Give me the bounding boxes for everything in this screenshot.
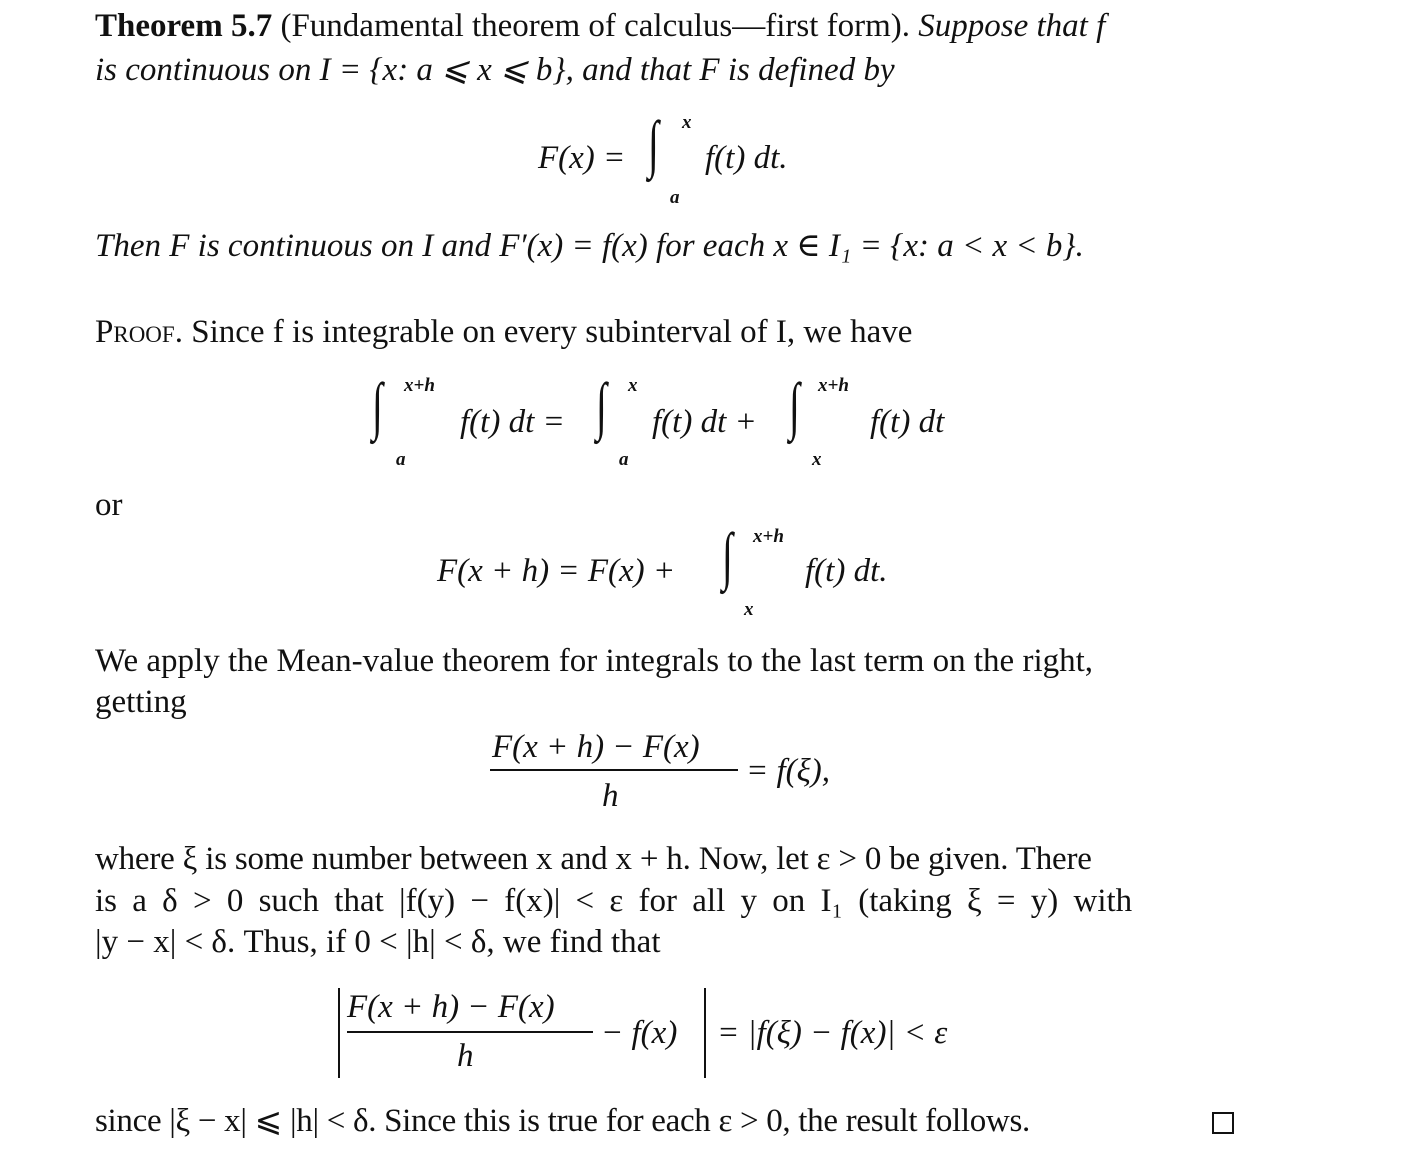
theorem-line-2: is continuous on I = {x: a ⩽ x ⩽ b}, and that F is defined by [95,52,895,88]
paragraph-3-line-1: where ξ is some number between x and x + h. Now, let ε > 0 be given. There [95,841,1092,877]
eq2-lhs: F(x + h) = F(x) + [437,553,676,589]
eq1-term-1: f(t) dt = [460,404,565,440]
fraction-bar [490,769,738,771]
eq2-upper: x+h [753,526,784,547]
eq4-denominator: h [457,1038,474,1074]
integral-sign: ∫ [372,370,383,441]
paragraph-2-text: We apply the Mean-value theorem for integrals to the last term on the right, [95,643,1094,679]
eq1-upper-2: x [628,375,638,396]
definition-lower-limit: a [670,187,680,208]
qed-square-icon [1212,1112,1234,1134]
theorem-line1-tail: Suppose that f [918,8,1106,44]
definition-upper-limit: x [682,112,692,133]
definition-lhs: F(x) = [538,140,626,176]
eq1-lower-3: x [812,449,822,470]
or-connector: or [95,487,123,523]
proof-line-1 [95,312,912,352]
eq1-upper-1: x+h [404,375,435,396]
integral-sign: ∫ [722,520,733,591]
theorem-title: (Fundamental theorem of calculus—first form). [280,8,911,44]
eq4-numerator: F(x + h) − F(x) [347,989,555,1025]
integral-sign: ∫ [596,370,607,441]
eq1-term-2: f(t) dt + [652,404,757,440]
final-line: since |ξ − x| ⩽ |h| < δ. Since this is true for each ε > 0, the result follows. [95,1103,1030,1139]
eq3-denominator: h [602,778,619,814]
eq1-upper-3: x+h [818,375,849,396]
theorem-conclusion: Then F is continuous on I and F′(x) = f(x) for each x ∈ I₁ = {x: a < x < b}. [95,228,1084,264]
paragraph-3-line-3: |y − x| < δ. Thus, if 0 < |h| < δ, we find that [95,924,661,960]
definition-integrand: f(t) dt. [705,140,788,176]
eq1-lower-1: a [396,449,406,470]
paragraph-2-line-2: getting [95,684,187,720]
eq3-rhs: = f(ξ), [746,753,831,789]
eq1-term-3: f(t) dt [870,404,945,440]
eq2-integrand: f(t) dt. [805,553,888,589]
proof-label: Proof. [95,314,183,350]
paragraph-2-line-1 [95,641,1243,681]
absolute-bar-left [338,988,340,1078]
absolute-bar-right [704,988,706,1078]
eq2-lower: x [744,599,754,620]
eq3-numerator: F(x + h) − F(x) [492,729,700,765]
eq4-minus-term: − f(x) [601,1015,678,1051]
eq1-lower-2: a [619,449,629,470]
theorem-line-1 [95,6,1105,46]
eq4-rhs: = |f(ξ) − f(x)| < ε [717,1015,948,1051]
integral-sign: ∫ [789,370,800,441]
theorem-label: Theorem 5.7 [95,8,273,44]
fraction-bar [347,1031,593,1033]
proof-line1-text: Since f is integrable on every subinterval of I, we have [191,314,913,350]
paragraph-3-line-2: is a δ > 0 such that |f(y) − f(x)| < ε for all y on I₁ (taking ξ = y) with [95,883,1133,919]
integral-sign: ∫ [648,108,659,179]
